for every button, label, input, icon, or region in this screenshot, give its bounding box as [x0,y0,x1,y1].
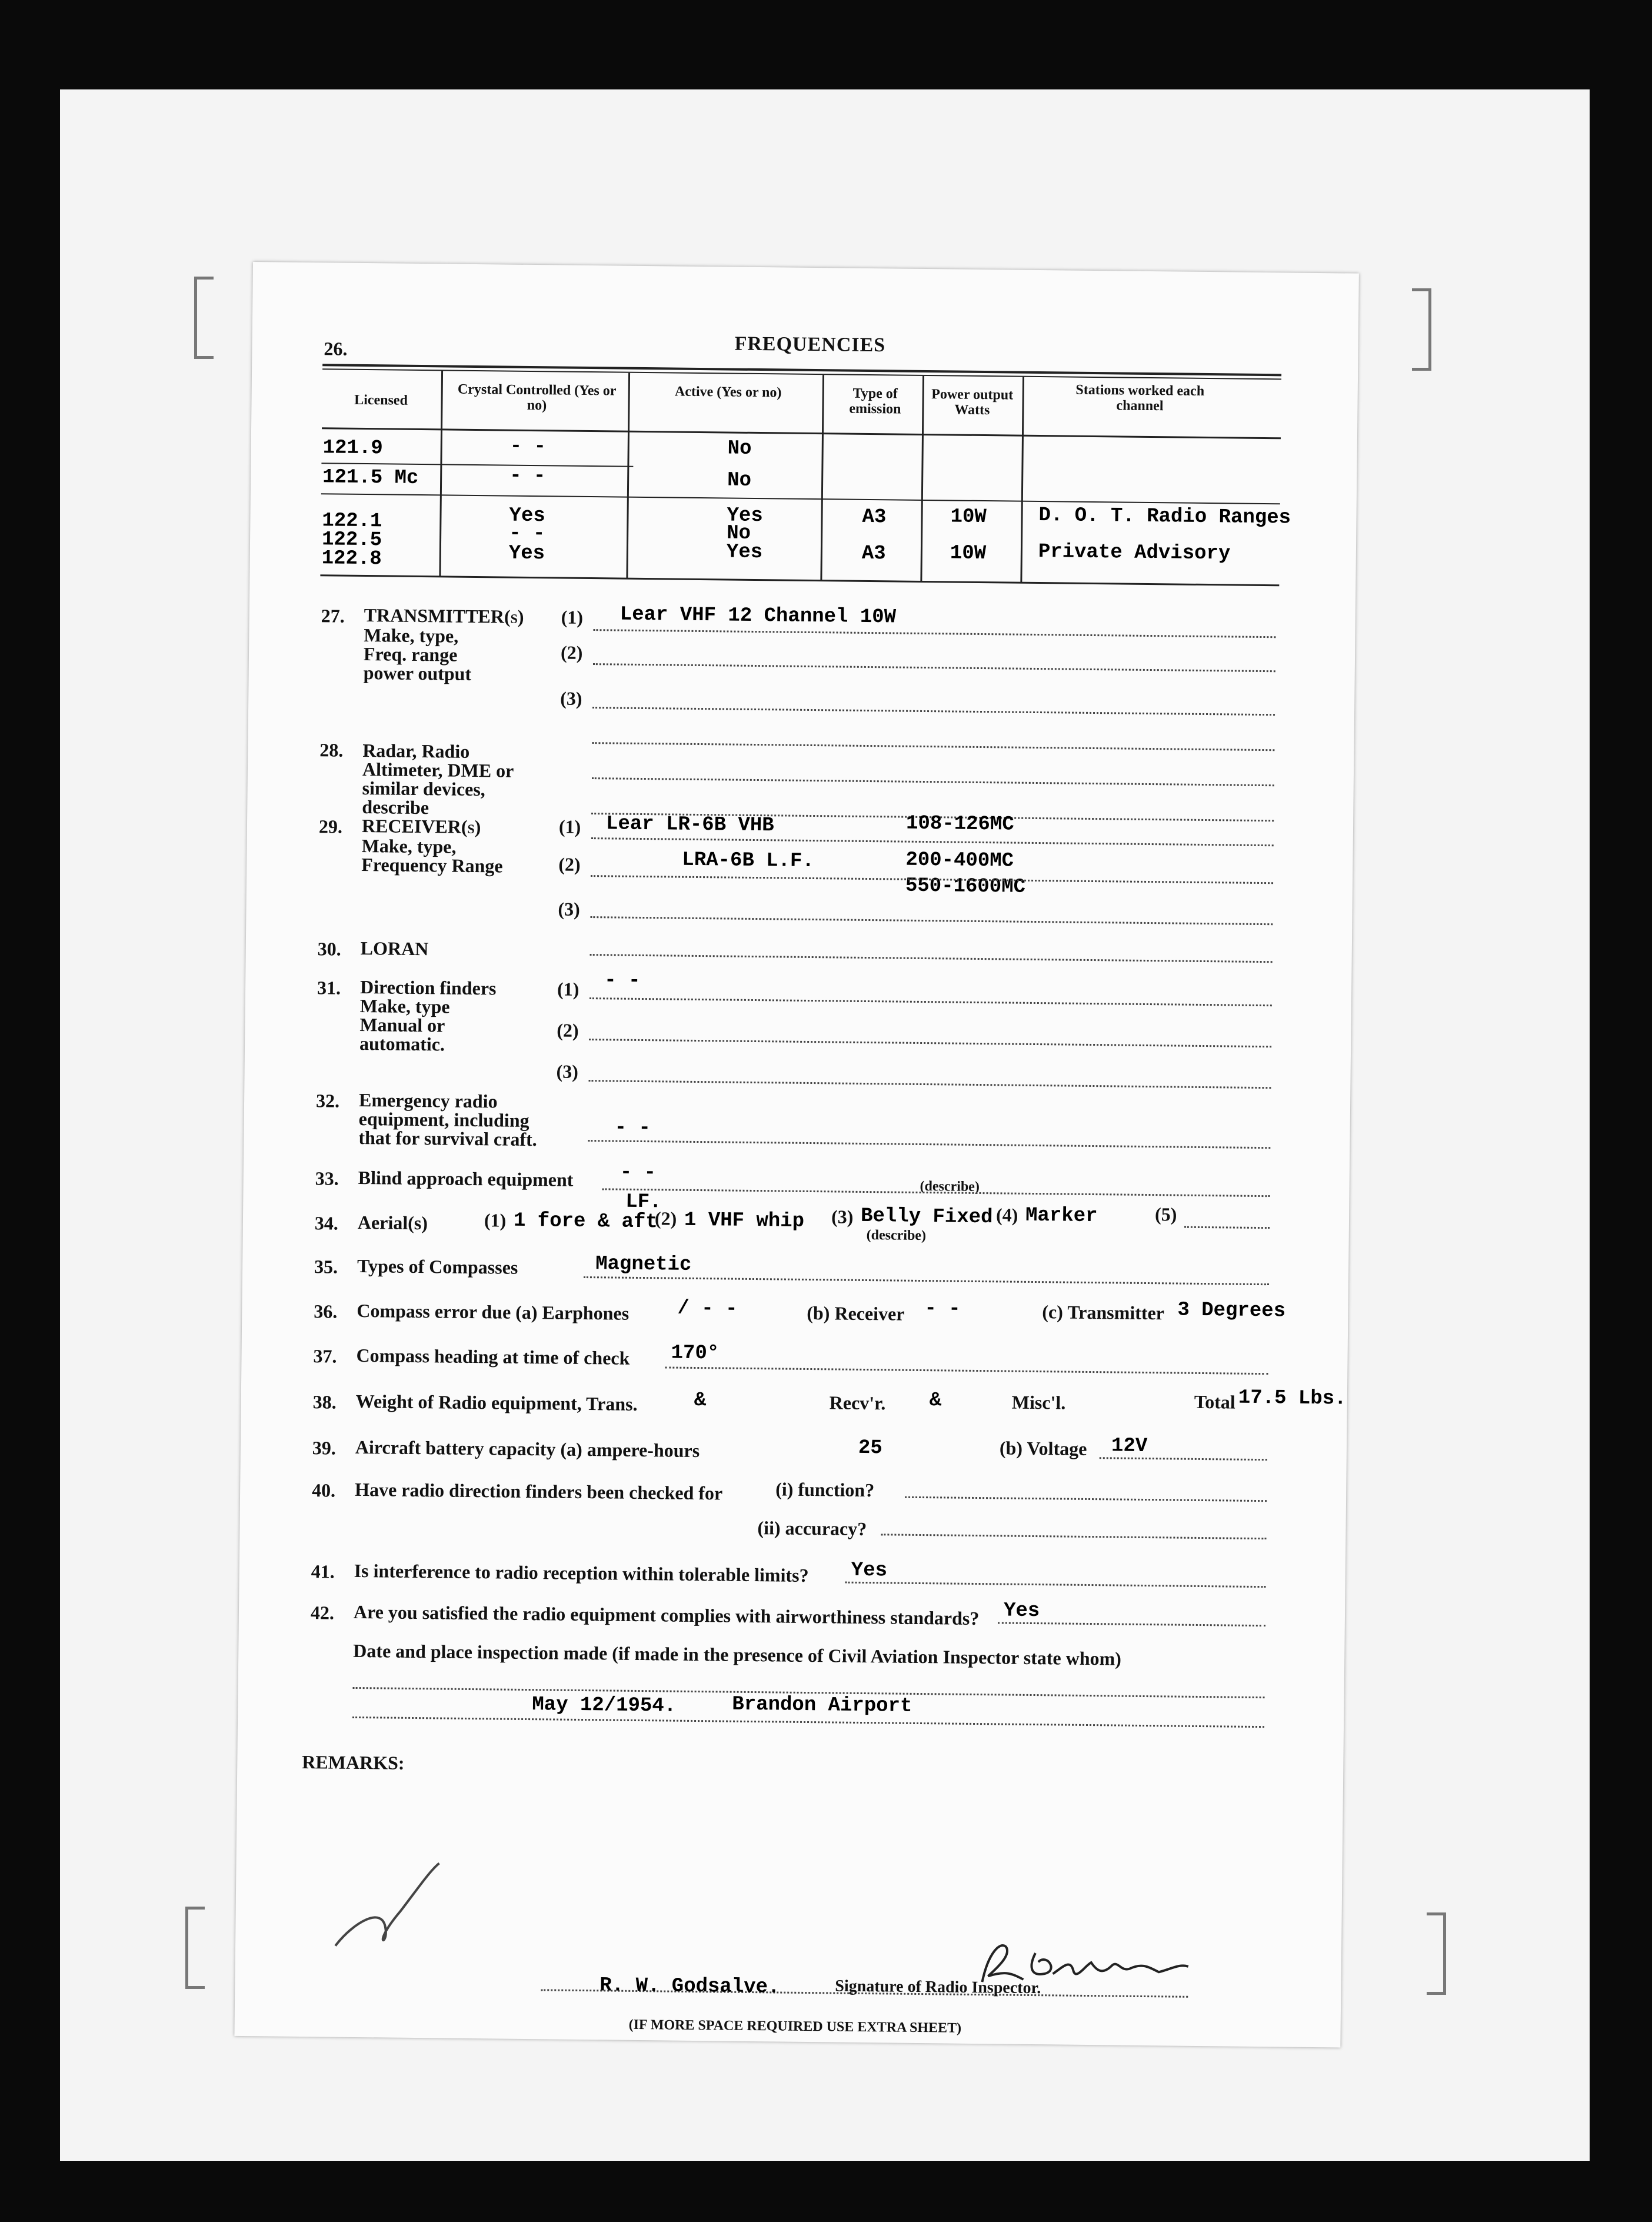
weight-label: Weight of Radio equipment, Trans. [355,1390,638,1415]
compass-heading-label: Compass heading at time of check [356,1344,630,1369]
item-number: 39. [312,1437,337,1459]
item-number: 34. [314,1212,339,1234]
aerial-3-value: Belly Fixed [860,1205,993,1229]
licensed-freq: 121.5 Mc [322,466,419,490]
crop-mark [1427,1912,1446,1995]
compass-error-label: Compass error due (a) Earphones [357,1299,630,1324]
receiver-error-value: - - [924,1298,961,1320]
weight-recv-value: & [929,1389,942,1412]
handwriting-mark [329,1858,448,1953]
active-value: Yes [726,541,763,564]
col-header-active: Active (Yes or no) [674,384,782,401]
blind-approach-label: Blind approach equipment [358,1166,574,1190]
licensed-freq: 122.5 [321,528,382,552]
receiver-1-range: 108-126MC [905,812,1014,836]
battery-label: Aircraft battery capacity (a) ampere-hours [355,1436,700,1462]
earphones-value: / - - [677,1297,738,1320]
active-value: No [727,522,751,545]
emission-value: A3 [861,542,886,566]
footer-note: (IF MORE SPACE REQUIRED USE EXTRA SHEET) [628,2017,962,2036]
signature-label: Signature of Radio Inspector. [835,1977,1041,1998]
crystal-value: - - [509,464,546,488]
weight-total-value: 17.5 Lbs. [1238,1386,1347,1411]
compasses-label: Types of Compasses [357,1255,518,1278]
battery-amp-value: 25 [858,1436,882,1460]
weight-trans-value: & [694,1389,707,1412]
inspection-form-page: 26. FREQUENCIES Licensed Crystal Controlled (Yes or no) Active (Yes or no) Type of emission Power output Watts Stations worked each channel 121.9 - - No 121.5 Mc - - No 122.1 Yes Yes A3 10W D. O. T. Radio Ranges 122.5 - - No 122.8 Yes Yes A3 10W Private Advisory 27. TRANSMITTER(s) Make, type, Freq. range power output (1) Lear VHF 12 Channel 10W (2) (3) 28. Radar, Radio Altimeter, DME or similar devices, describe 29. RECEIVER(s) Make, type, Frequency Range (1) Lear LR-6B VHB 108-126MC (2) LRA-6B L.F. 200-400MC 550-1600MC (3) 30. LORAN 31. Direction finders Make, type Manual or automatic. (1) - - (2) (3) 32. Emergency radio equipment, including that for survival craft. - - 33. Blind approach equipment - - (describe) 34. Aerial(s) LF. (1) 1 fore & aft (2) 1 VHF whip (3) Belly Fixed (describe) (4) Marker (5) 35. Types of Compasses Magnetic 36. Compass error due (a) Earphones / - - (b) Receiver - - (c) Transmitter 3 Degrees 37. Compass heading at time of check 170° 38. Weight of Radio equipment, Trans. & Recv'r. & Misc'l. Total 17.5 Lbs. 39. Aircraft battery capacity (a) ampere-hours 25 (b) Voltage 12V 40. Have radio direction finders been checked for (i) function? (ii) accuracy? 41. Is interference to radio reception within tolerable limits? Yes 42. Are you satisfied the radio equipment complies with airworthiness standards? Yes Date and place inspection made (if made in the presence of Civil Aviation Inspector state whom) May 12/1954. Brandon Airport REMARKS: R. W. Godsalve. Signature of Radio Inspector. (IF MORE SPACE REQUIRED USE EXTRA SHEET) [234,262,1358,2048]
direction-finder-1-value: - - [604,969,641,992]
frequencies-title: FREQUENCIES [734,332,886,357]
item-number: 42. [310,1602,335,1624]
crystal-value: Yes [509,504,545,528]
receiver-2-range: 200-400MC [905,849,1014,873]
interference-value: Yes [851,1559,888,1582]
airworthiness-label: Are you satisfied the radio equipment complies with airworthiness standards? [353,1601,980,1629]
inspection-label: Date and place inspection made (if made in the presence of Civil Aviation Inspector state whom) [353,1639,1122,1669]
emergency-radio-value: - - [614,1116,651,1140]
licensed-freq: 122.8 [321,547,382,571]
item-number: 32. [315,1090,340,1112]
aerials-label: Aerial(s) [357,1211,428,1234]
crop-mark [194,277,214,359]
item-number: 35. [314,1256,338,1278]
compass-heading-value: 170° [671,1342,720,1365]
item-number: 30. [317,938,341,960]
item-number: 36. [314,1300,338,1322]
crystal-value: Yes [508,542,545,566]
stations-value: D. O. T. Radio Ranges [1038,504,1291,530]
emission-value: A3 [862,505,887,529]
interference-label: Is interference to radio reception within tolerable limits? [354,1559,809,1586]
item-number: 27. [321,605,345,627]
battery-voltage-value: 12V [1111,1435,1148,1458]
remarks-label: REMARKS: [302,1751,405,1774]
active-value: Yes [727,504,763,528]
compasses-value: Magnetic [595,1253,692,1276]
aerial-2-value: 1 VHF whip [684,1209,805,1233]
blind-approach-value: - - [620,1161,657,1185]
col-header-stations: Stations worked each channel [1075,382,1205,414]
item-number: 41. [311,1561,335,1582]
transmitter-error-value: 3 Degrees [1177,1299,1286,1323]
licensed-freq: 121.9 [322,437,383,460]
active-value: No [727,437,752,460]
inspection-date: May 12/1954. [532,1694,677,1718]
aerial-1-value: 1 fore & aft [513,1209,658,1234]
stations-value: Private Advisory [1038,541,1231,566]
licensed-freq: 122.1 [322,510,382,533]
transmitter-label: TRANSMITTER(s) [364,604,524,627]
item-number: 29. [318,816,343,837]
receiver-label: RECEIVER(s) [361,814,481,838]
item-number: 26. [324,338,348,360]
item-number: 38. [312,1391,337,1413]
crystal-value: - - [508,522,545,545]
col-header-power: Power output Watts [931,387,1014,418]
item-number: 28. [319,739,344,761]
col-header-crystal: Crystal Controlled (Yes or no) [457,381,617,414]
aerial-4-value: Marker [1025,1204,1098,1228]
receiver-2-value: LRA-6B L.F. [682,849,815,873]
transmitter-1-value: Lear VHF 12 Channel 10W [620,603,897,629]
direction-finders-checked-label: Have radio direction finders been checked for [354,1478,723,1504]
receiver-1-value: Lear LR-6B VHB [605,813,774,837]
airworthiness-value: Yes [1003,1599,1040,1623]
inspection-place: Brandon Airport [732,1693,912,1718]
inspector-name: R. W. Godsalve. [599,1974,780,1999]
item-number: 33. [315,1167,339,1189]
item-number: 40. [311,1479,336,1501]
item-number: 37. [313,1345,337,1367]
crop-mark [1412,288,1431,371]
receiver-2-range-2: 550-1600MC [905,874,1026,899]
item-number: 31. [317,977,341,999]
power-value: 10W [950,542,987,566]
col-header-licensed: Licensed [354,392,408,408]
power-value: 10W [950,505,987,529]
crop-mark [185,1907,205,1989]
loran-label: LORAN [360,937,429,960]
col-header-emission: Type of emission [849,385,901,417]
active-value: No [727,469,752,492]
crystal-value: - - [509,435,547,458]
inspector-signature [970,1929,1194,1996]
